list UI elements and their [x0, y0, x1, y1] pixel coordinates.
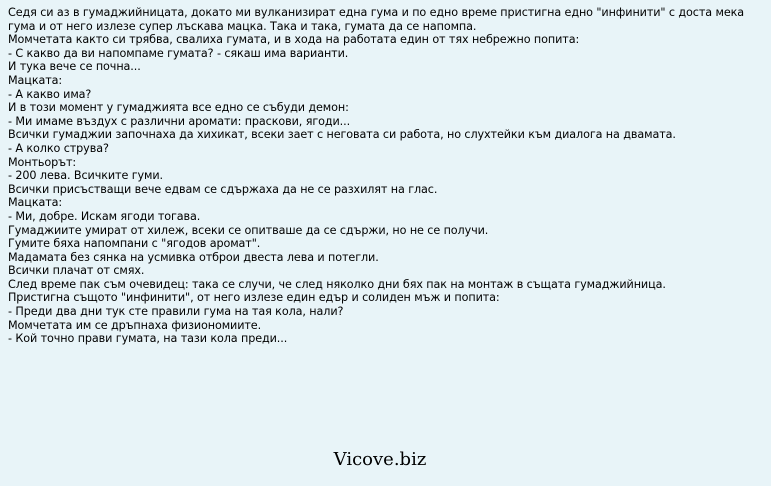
story-line: - Ми, добре. Искам ягоди тогава.	[8, 209, 201, 223]
story-line: Седя си аз в гумаджийницата, докато ми вулканизират една гума и по едно време пристигна едно "инфинити" с доста мека гума и от него излезе супер лъскава мацка. Така и така, гумата да се напомпа.	[8, 6, 745, 33]
story-line: Мацката:	[8, 73, 63, 87]
story-line: - Ми имаме въздух с различни аромати: праскови, ягоди...	[8, 114, 351, 128]
story-line: Мадамата без сянка на усмивка отброи двеста лева и потегли.	[8, 250, 379, 264]
story-line: Всички плачат от смях.	[8, 264, 145, 278]
story-line: - А какво има?	[8, 87, 92, 101]
story-line: - С какво да ви напомпаме гумата? - сякаш има варианти.	[8, 46, 349, 60]
story-line: - Кой точно прави гумата, на тази кола преди...	[8, 332, 288, 346]
story-line: Момчетата им се дръпнаха физиономиите.	[8, 318, 262, 332]
story-line: След време пак съм очевидец: така се случи, че след няколко дни бях пак на монтаж в същата гумаджийница.	[8, 277, 666, 291]
story-line: Всички присъстващи вече едвам се сдържаха да не се разхилят на глас.	[8, 182, 438, 196]
story-line: - Преди два дни тук сте правили гума на тая кола, нали?	[8, 305, 344, 319]
story-line: И в този момент у гумаджията все едно се събуди демон:	[8, 101, 349, 115]
story-line: Монтьорът:	[8, 155, 77, 169]
story-line: Всички гумаджии започнаха да хихикат, всеки зает с неговата си работа, но слухтейки към диалога на двамата.	[8, 128, 676, 142]
story-line: И тука вече се почна...	[8, 60, 141, 74]
story-line: - А колко струва?	[8, 141, 109, 155]
joke-text	[8, 6, 764, 346]
story-line: Пристигна същото "инфинити", от него излезе един едър и солиден мъж и попита:	[8, 291, 500, 305]
story-line: Гумите бяха напомпани с "ягодов аромат".	[8, 237, 261, 251]
story-line: Момчетата както си трябва, свалиха гумата, и в хода на работата един от тях небрежно попита:	[8, 33, 580, 47]
story-line: - 200 лева. Всичките гуми.	[8, 169, 163, 183]
story-line: Мацката:	[8, 196, 63, 210]
site-name: Vicove.biz	[333, 449, 427, 470]
story-line: Гумаджиите умират от хилеж, всеки се опитваше да се сдържи, но не се получи.	[8, 223, 489, 237]
